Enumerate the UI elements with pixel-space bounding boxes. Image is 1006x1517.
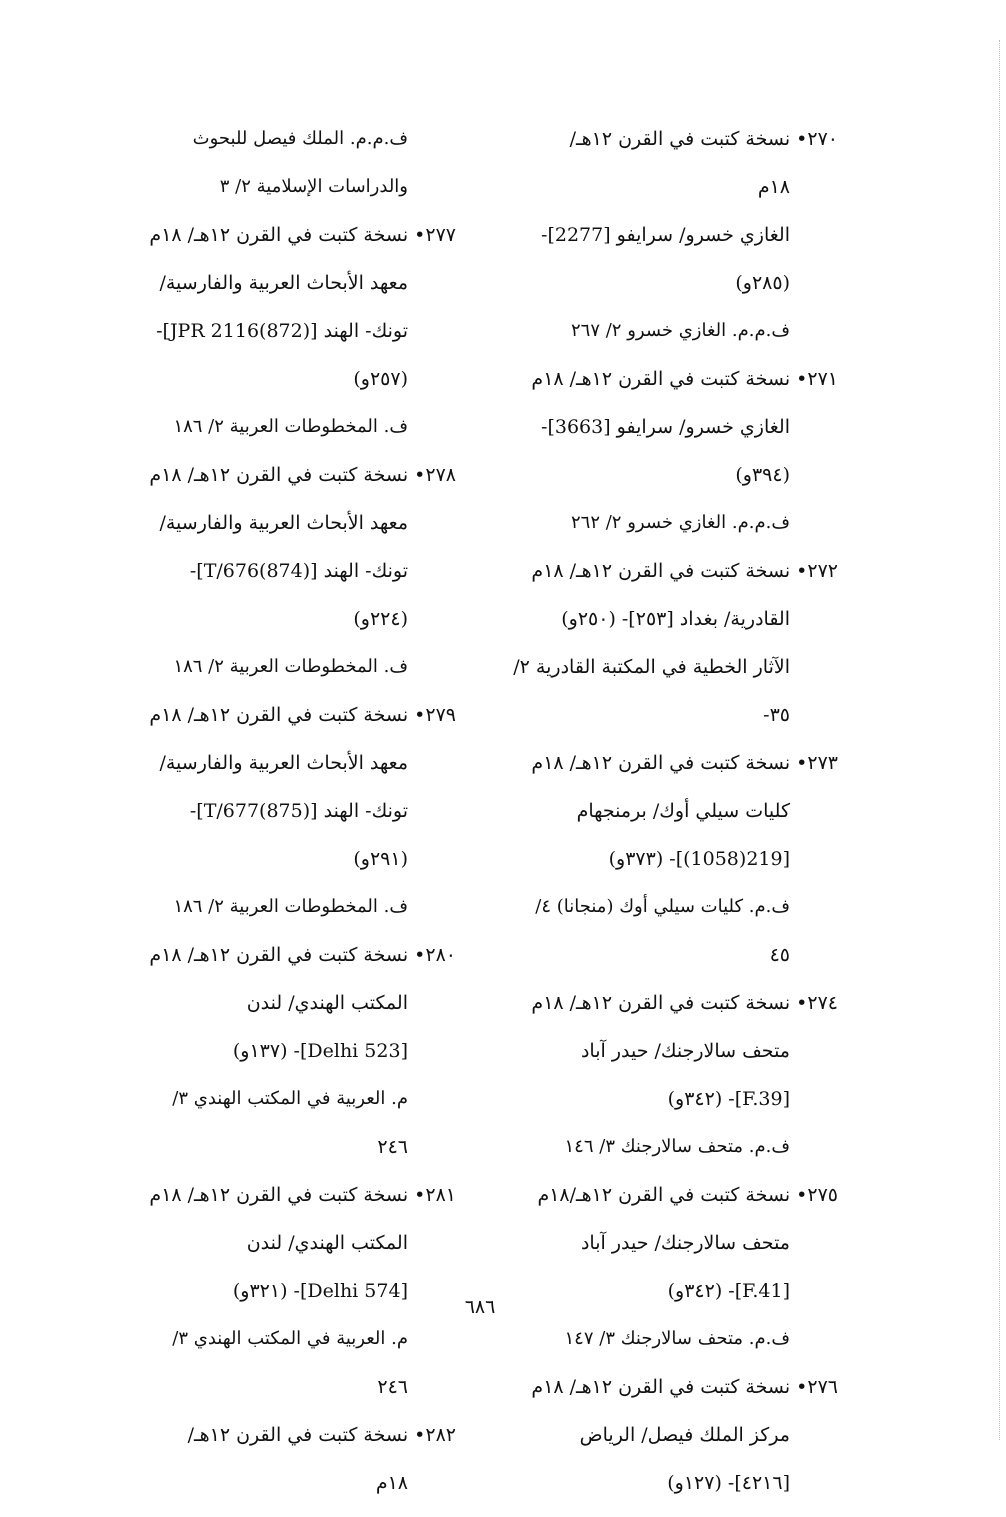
text-line: ٢٧٥• نسخة كتبت في القرن ١٢هـ/١٨م: [537, 1184, 838, 1206]
text-line: ف. المخطوطات العربية ٢/ ١٨٦: [173, 656, 408, 677]
text-line: ف.م.م. الغازي خسرو ٢/ ٢٦٢: [570, 512, 790, 533]
text-line: الغازي خسرو/ سرايفو [2277]-: [541, 224, 790, 246]
text-line: ٢٧٣• نسخة كتبت في القرن ١٢هـ/ ١٨م: [531, 752, 838, 774]
text-line: ٢٤٦: [377, 1376, 408, 1398]
text-line: ٢٧٨• نسخة كتبت في القرن ١٢هـ/ ١٨م: [149, 464, 456, 486]
text-line: ٢٧٠• نسخة كتبت في القرن ١٢هـ/: [569, 128, 838, 150]
text-line: ٢٨٢• نسخة كتبت في القرن ١٢هـ/: [187, 1424, 456, 1446]
text-line: ف.م.م. الملك فيصل للبحوث: [192, 128, 408, 149]
text-line: [Delhi 574]- (٣٢١و): [232, 1280, 408, 1302]
text-line: المكتب الهندي/ لندن: [246, 1232, 408, 1254]
text-line: الآثار الخطية في المكتبة القادرية ٢/: [513, 656, 790, 678]
text-line: ف.م. كليات سيلي أوك (منجانا) ٤/: [535, 896, 790, 917]
text-line: ١٨م: [757, 176, 790, 198]
text-line: ٢٧٩• نسخة كتبت في القرن ١٢هـ/ ١٨م: [149, 704, 456, 726]
text-line: معهد الأبحاث العربية والفارسية/: [159, 752, 408, 774]
text-line: (٣٩٤و): [735, 464, 790, 486]
text-line: (٢٩١و): [353, 848, 408, 870]
text-line: ف. المخطوطات العربية ٢/ ١٨٦: [173, 896, 408, 917]
text-line: ف.م.م. الغازي خسرو ٢/ ٢٦٧: [570, 320, 790, 341]
text-line: معهد الأبحاث العربية والفارسية/: [159, 512, 408, 534]
text-line: متحف سالارجنك/ حيدر آباد: [580, 1040, 790, 1062]
text-line: ف.م. متحف سالارجنك ٣/ ١٤٦: [564, 1136, 790, 1157]
page-number: ٦٨٦: [464, 1296, 496, 1318]
text-line: ٢٨٠• نسخة كتبت في القرن ١٢هـ/ ١٨م: [149, 944, 456, 966]
scan-edge-mark: [998, 40, 1000, 1440]
text-line: معهد الأبحاث العربية والفارسية/: [159, 272, 408, 294]
text-line: [219(1058)]- (٣٧٣و): [608, 848, 790, 870]
text-line: [F.39]- (٣٤٢و): [667, 1088, 790, 1110]
text-line: والدراسات الإسلامية ٢/ ٣: [219, 176, 408, 197]
text-line: ٢٤٦: [377, 1136, 408, 1158]
text-line: م. العربية في المكتب الهندي ٣/: [172, 1328, 408, 1349]
text-line: ٤٥: [769, 944, 790, 966]
text-line: تونك- الهند [T/676(874)]-: [189, 560, 408, 582]
text-line: [Delhi 523]- (١٣٧و): [232, 1040, 408, 1062]
text-line: الغازي خسرو/ سرايفو [3663]-: [541, 416, 790, 438]
text-line: ٢٧٦• نسخة كتبت في القرن ١٢هـ/ ١٨م: [531, 1376, 838, 1398]
text-line: مركز الملك فيصل/ الرياض: [579, 1424, 790, 1446]
text-line: (٢٢٤و): [353, 608, 408, 630]
text-line: كليات سيلي أوك/ برمنجهام: [576, 800, 790, 822]
text-line: ٢٧٤• نسخة كتبت في القرن ١٢هـ/ ١٨م: [531, 992, 838, 1014]
text-line: متحف سالارجنك/ حيدر آباد: [580, 1232, 790, 1254]
text-line: ٢٧١• نسخة كتبت في القرن ١٢هـ/ ١٨م: [531, 368, 838, 390]
text-line: ١٨م: [375, 1472, 408, 1494]
text-line: تونك- الهند [JPR 2116(872)]-: [156, 320, 408, 342]
text-line: (٢٨٥و): [735, 272, 790, 294]
text-line: القادرية/ بغداد [٢٥٣]- (٢٥٠و): [561, 608, 790, 630]
text-line: [F.41]- (٣٤٢و): [667, 1280, 790, 1302]
text-line: م. العربية في المكتب الهندي ٣/: [172, 1088, 408, 1109]
text-line: [٤٢١٦]- (١٢٧و): [667, 1472, 790, 1494]
text-line: ٢٧٧• نسخة كتبت في القرن ١٢هـ/ ١٨م: [149, 224, 456, 246]
text-line: ف.م. متحف سالارجنك ٣/ ١٤٧: [564, 1328, 790, 1349]
text-line: ٢٨١• نسخة كتبت في القرن ١٢هـ/ ١٨م: [149, 1184, 456, 1206]
text-line: ف. المخطوطات العربية ٢/ ١٨٦: [173, 416, 408, 437]
text-line: تونك- الهند [T/677(875)]-: [189, 800, 408, 822]
text-line: ٢٧٢• نسخة كتبت في القرن ١٢هـ/ ١٨م: [531, 560, 838, 582]
text-line: ٣٥-: [763, 704, 790, 726]
text-line: (٢٥٧و): [353, 368, 408, 390]
text-line: المكتب الهندي/ لندن: [246, 992, 408, 1014]
